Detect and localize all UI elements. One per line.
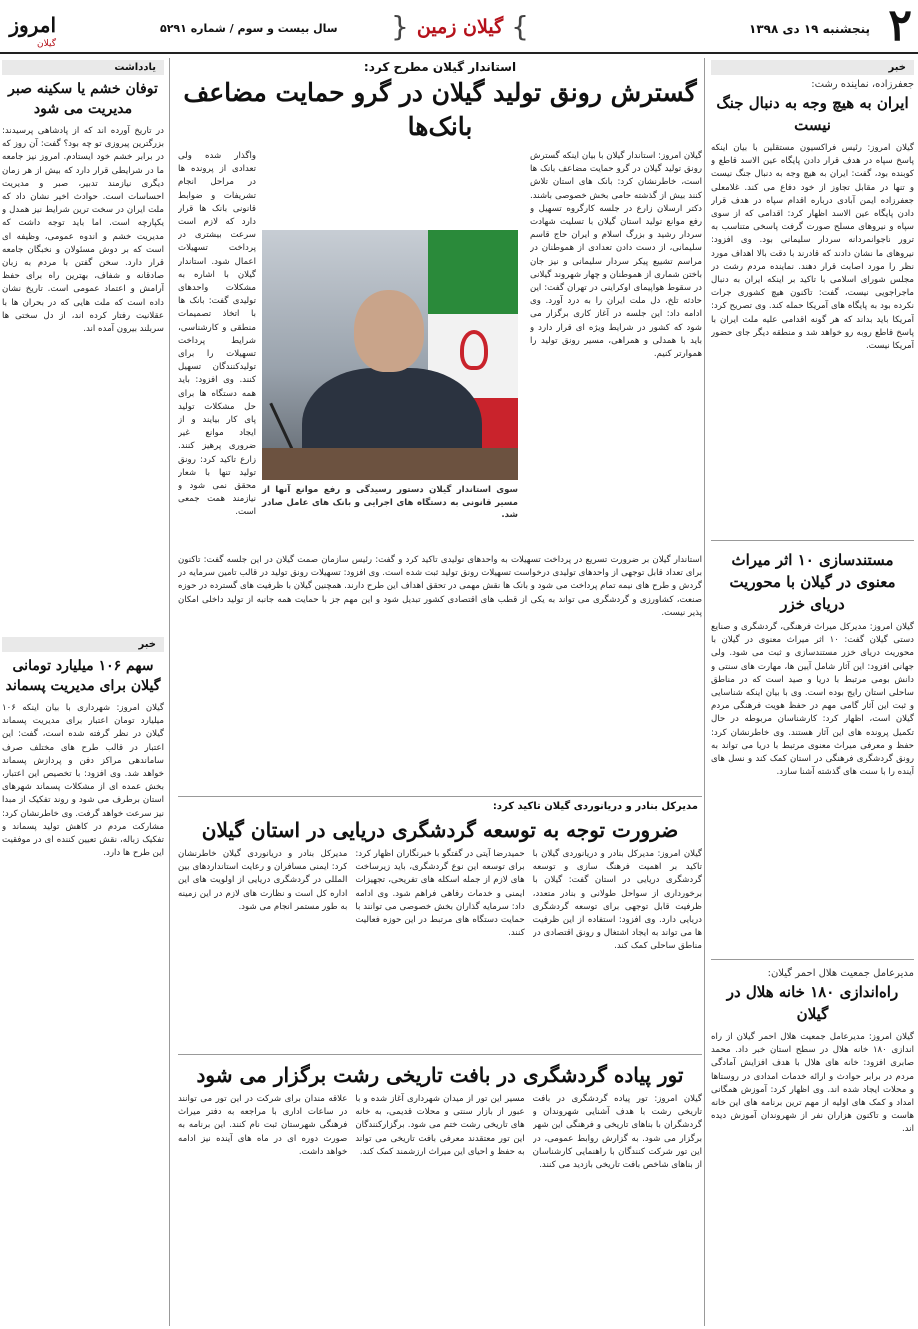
story-column: گیلان امروز: مدیرکل بنادر و دریانوردی گیلان با تاکید بر اهمیت فرهنگ سازی و توسعه گردشگری دریایی در استان گفت: گیلان با برخورداری از سواحل طولانی و بنادر متعدد، ظرفیت قابل توجهی برای توسعه گردشگری دریایی دارد. وی افزود: استفاده از این ظرفیت ها می تواند به ایجاد اشتغال و رونق اقتصادی در مناطق ساحلی کمک کند. — [532, 849, 702, 952]
story-kicker: مدیرعامل جمعیت هلال احمر گیلان: — [767, 968, 914, 979]
divider — [711, 959, 914, 960]
story-headline[interactable]: ایران به هیچ وجه به دنبال جنگ نیست — [716, 94, 909, 134]
issue-date: پنجشنبه ۱۹ دی ۱۳۹۸ — [749, 22, 870, 36]
lead-headline[interactable]: گسترش رونق تولید گیلان در گرو حمایت مضاعف بانک‌ها — [183, 78, 697, 141]
story-column: گیلان امروز: تور پیاده گردشگری در بافت تاریخی رشت با هدف آشنایی شهروندان و گردشگران با بناهای تاریخی و فرهنگی این شهر برگزار می شود. به گزارش روابط عمومی، در این تور شرکت کنندگان با راهنمایی کارشناسان از بناهای شاخص بافت تاریخی بازدید می کنند. — [532, 1094, 702, 1171]
lead-kicker: استاندار گیلان مطرح کرد: — [363, 60, 517, 74]
news-tag: خبر — [2, 637, 164, 652]
editorial-tag: یادداشت — [2, 60, 164, 75]
story-columns — [178, 848, 702, 1048]
section-title: گیلان زمین — [416, 16, 504, 38]
header-rule — [0, 52, 918, 54]
story-body: گیلان امروز: رئیس فراکسیون مستقلین با بیان اینکه پاسخ سپاه در هدف قرار دادن پایگاه عین الاسد قاطع و کوبنده بود، گفت: ایران به هیچ وجه به دنبال جنگ نیست و تنها در مقابل تجاوز از خود دفاع می کند. غلامعلی جعفرزاده ایمن آبادی درباره اقدام سپاه در هدف قرار دادن پایگاه عین الاسد اظهار کرد: اقدامی که از سوی سپاه و نیروهای مسلح صورت گرفت پاسخی متناسب به ترور ناجوانمردانه سردار سلیمانی بود. وی افزود: نیروهای ما نشان دادند که قادرند با دقت بالا اهداف مورد نظر را مورد اصابت قرار دهند. نماینده مردم رشت در مجلس شورای اسلامی با تاکید بر اینکه ایران به دنبال ماجراجویی نیست، گفت: تاکنون هیچ کشوری جرات نکرده بود به پایگاه های آمریکا حمله کند. وی تصریح کرد: آمریکا باید بداند که هر گونه اقدامی علیه ملت ایران با پاسخ قاطع روبه رو خواهد شد و منطقه دیگر جای حضور آمریکا نیست. — [711, 143, 914, 352]
lead-story-continued: استاندار گیلان بر ضرورت تسریع در پرداخت تسهیلات به واحدهای تولیدی تاکید کرد و گفت: رئیس سازمان صمت گیلان در این جلسه گفت: تاکنون برای تعداد قابل توجهی از واحدهای تولیدی درخواست تسهیلات رونق تولید ثبت شده است. وی افزود: تسهیلات رونق تولید در قالب تامین سرمایه در گردش و طرح های نیمه تمام پرداخت می شود و بانک ها نقش مهمی در تحقق اهداف این طرح دارند. همچنین گیلان با ظرفیت های گسترده در حوزه صنعت، کشاورزی و گردشگری می تواند به یکی از قطب های اقتصادی کشور تبدیل شود و این مهم جز با حمایت همه جانبه از تولید داخلی امکان پذیر نیست. — [178, 555, 702, 618]
divider — [711, 540, 914, 541]
story-kicker: مدیرکل بنادر و دریانوردی گیلان تاکید کرد: — [178, 796, 702, 812]
flag-emblem-icon — [460, 330, 488, 370]
bracket-right-icon: } — [511, 10, 529, 43]
story-headline[interactable]: سهم ۱۰۶ میلیارد تومانی گیلان برای مدیریت پسماند — [5, 658, 161, 694]
newspaper-logo — [2, 6, 58, 50]
person-head — [354, 290, 424, 372]
bracket-left-icon: { — [391, 10, 409, 43]
svg-text:امروز: امروز — [9, 13, 56, 37]
story-kicker: جعفرزاده، نماینده رشت: — [811, 79, 914, 90]
svg-text:گیلان: گیلان — [37, 39, 56, 49]
lead-column-left: واگذار شده ولی تعدادی از پرونده ها در مراحل انجام تشریفات و ضوابط قانونی بانک ها قرار دارد که لازم است سرعت بیشتری در پرداخت تسهیلات اعمال شود. استاندار گیلان با اشاره به مشکلات واحدهای تولیدی گفت: بانک ها با اتخاذ تصمیمات منطقی و کارشناسی، شرایط پرداخت تسهیلات را برای تولیدکنندگان تسهیل کنند. وی افزود: باید همه دستگاه ها برای حل مشکلات تولید پای کار بیایند و از ایجاد موانع غیر ضروری پرهیز کنند. زارع تاکید کرد: رونق تولید تنها با شعار محقق نمی شود و نیازمند همت جمعی است. — [178, 151, 256, 518]
page-header — [0, 0, 918, 58]
page-number: ۲ — [888, 0, 912, 51]
lead-column-right: گیلان امروز: استاندار گیلان با بیان اینکه گسترش رونق تولید گیلان در گرو حمایت مضاعف بانک ها است، خاطرنشان کرد: بانک های استان تلاش کنند بیش از گذشته حامی بخش خصوصی باشند. دکتر ارسلان زارع در جلسه کارگروه تسهیل و رفع موانع تولید استان گیلان با تسلیت شهادت سردار رشید و بزرگ اسلام و ایران حاج قاسم سلیمانی، از دست دادن تعدادی از هموطنان در مراسم تشییع پیکر سردار سلیمانی و نیز جان باختن شماری از هموطنان و چهار شهروند گیلانی در سقوط هواپیمای اوکراینی در تهران گفت: این حادثه تلخ، دل ملت ایران را به درد آورد. وی ادامه داد: این جلسه در آغاز کاری برگزار می شود که کشور در شرایط ویژه ای قرار دارد و باید با همدلی و همراهی، مسیر رونق تولید را هموارتر کنیم. — [530, 151, 702, 360]
story-headline[interactable]: تور پیاده گردشگری در بافت تاریخی رشت برگزار می شود — [196, 1063, 684, 1087]
story-column: حمیدرضا آیتی در گفتگو با خبرنگاران اظهار کرد: برای توسعه این نوع گردشگری، باید زیرساخت های لازم از جمله اسکله های تفریحی، تجهیزات ایمنی و خدمات رفاهی فراهم شود. وی ادامه داد: سرمایه گذاران بخش خصوصی می توانند با حمایت دستگاه های مرتبط در این حوزه فعالیت کنند. — [355, 849, 525, 939]
story-columns — [178, 1093, 702, 1323]
right-column — [704, 58, 914, 1326]
left-column — [2, 58, 170, 1326]
news-tag: خبر — [711, 60, 914, 75]
divider — [178, 1054, 702, 1055]
story-column: مدیرکل بنادر و دریانوردی گیلان خاطرنشان کرد: ایمنی مسافران و رعایت استانداردهای بین المللی در گردشگری دریایی از اولویت های این اداره کل است و نظارت های لازم در این زمینه به طور مستمر انجام می شود. — [178, 849, 348, 912]
photo-caption: سوی استاندار گیلان دستور رسیدگی و رفع موانع آنها از مسیر قانونی به دستگاه های اجرایی و بانک های عامل صادر شد. — [262, 485, 518, 520]
story-headline[interactable]: ضرورت توجه به توسعه گردشگری دریایی در استان گیلان — [201, 818, 679, 842]
story-headline[interactable]: راه‌اندازی ۱۸۰ خانه هلال در گیلان — [726, 983, 899, 1023]
lead-story — [178, 150, 702, 550]
desk — [262, 448, 518, 480]
story-body: گیلان امروز: مدیرکل میراث فرهنگی، گردشگری و صنایع دستی گیلان گفت: ۱۰ اثر میراث معنوی در گیلان با محوریت دریای خزر مستندسازی و ثبت می شود. ولی جهانی افزود: این آثار شامل آیین ها، مهارت های سنتی و دانش بومی مرتبط با دریا و صید است که در مناطق ساحلی استان رایج بوده است. وی با بیان اینکه شناسایی و ثبت این آثار گامی مهم در حفظ هویت فرهنگی مردم گیلان است، اظهار کرد: کارشناسان مربوطه در حال تکمیل پرونده های این آثار هستند. وی خاطرنشان کرد: حفظ و معرفی میراث معنوی مرتبط با دریا می تواند به رونق گردشگری فرهنگی در استان کمک کند و نسل های آینده را با سنت های گذشته آشنا سازد. — [711, 622, 914, 778]
governor-photo — [262, 230, 518, 480]
story-column: مسیر این تور از میدان شهرداری آغاز شده و با عبور از بازار سنتی و محلات قدیمی، به خانه های تاریخی رشت ختم می شود. برگزارکنندگان این تور معتقدند معرفی بافت تاریخی می تواند به حفظ و احیای این میراث ارزشمند کمک کند. — [355, 1094, 525, 1157]
story-column: علاقه مندان برای شرکت در این تور می توانند در ساعات اداری با مراجعه به دفتر میراث فرهنگی شهرستان ثبت نام کنند. این برنامه به صورت دوره ای در ماه های آینده نیز ادامه خواهد داشت. — [178, 1094, 348, 1157]
center-section — [178, 58, 702, 1326]
story-headline[interactable]: مستندسازی ۱۰ اثر میراث معنوی در گیلان با محوریت دریای خزر — [729, 551, 896, 613]
story-headline[interactable]: توفان خشم یا سکینه صبر مدیریت می شود — [8, 81, 158, 117]
issue-info: سال بیست و سوم / شماره ۵۲۹۱ — [160, 22, 338, 35]
story-body: گیلان امروز: مدیرعامل جمعیت هلال احمر گیلان از راه اندازی ۱۸۰ خانه هلال در سطح استان خبر داد. محمد صابری افزود: خانه های هلال با هدف افزایش آمادگی مردم در برابر حوادث و ارائه خدمات امدادی در روستاها و محلات ایجاد شده اند. وی اظهار کرد: آموزش همگانی امداد و کمک های اولیه از مهم ترین برنامه های این خانه هاست و تاکنون هزاران نفر از شهروندان آموزش دیده اند. — [711, 1032, 914, 1135]
flag-green — [428, 230, 518, 314]
story-body: در تاریخ آورده اند که از پادشاهی پرسیدند: بزرگترین پیروزی تو چه بود؟ گفت: آن روز که در برابر خشم خود ایستادم. امروز نیز جامعه ما در شرایطی قرار دارد که بیش از هر زمان دیگری نیازمند تدبیر، صبر و مدیریت احساسات است. حوادث اخیر نشان داد که ملت ایران در سخت ترین شرایط نیز همدل و یکپارچه است. اما باید توجه داشت که مدیریت خشم و اندوه عمومی، وظیفه ای است که بر دوش مسئولان و نخبگان جامعه قرار دارد. سخن گفتن با مردم به زبان صادقانه و شفاف، بهترین راه برای حفظ آرامش و اعتماد عمومی است. تاریخ نشان داده است که ملت هایی که در بحران ها با عقلانیت رفتار کرده اند، از دل سختی ها سربلند بیرون آمده اند. — [2, 126, 164, 335]
story-body: گیلان امروز: شهرداری با بیان اینکه ۱۰۶ میلیارد تومان اعتبار برای مدیریت پسماند گیلان در نظر گرفته شده است، گفت: این اعتبار در قالب طرح های مختلف صرف ساماندهی مراکز دفن و پردازش پسماند خواهد شد. وی افزود: با تخصیص این اعتبار، بخش عمده ای از مشکلات پسماند شهرهای استان برطرف می شود و روند تفکیک از مبدا نیز سرعت خواهد گرفت. وی خاطرنشان کرد: مشارکت مردم در کاهش تولید پسماند و تفکیک زباله، نقش تعیین کننده ای در موفقیت این طرح ها دارد. — [2, 703, 164, 859]
section-banner — [391, 10, 529, 44]
